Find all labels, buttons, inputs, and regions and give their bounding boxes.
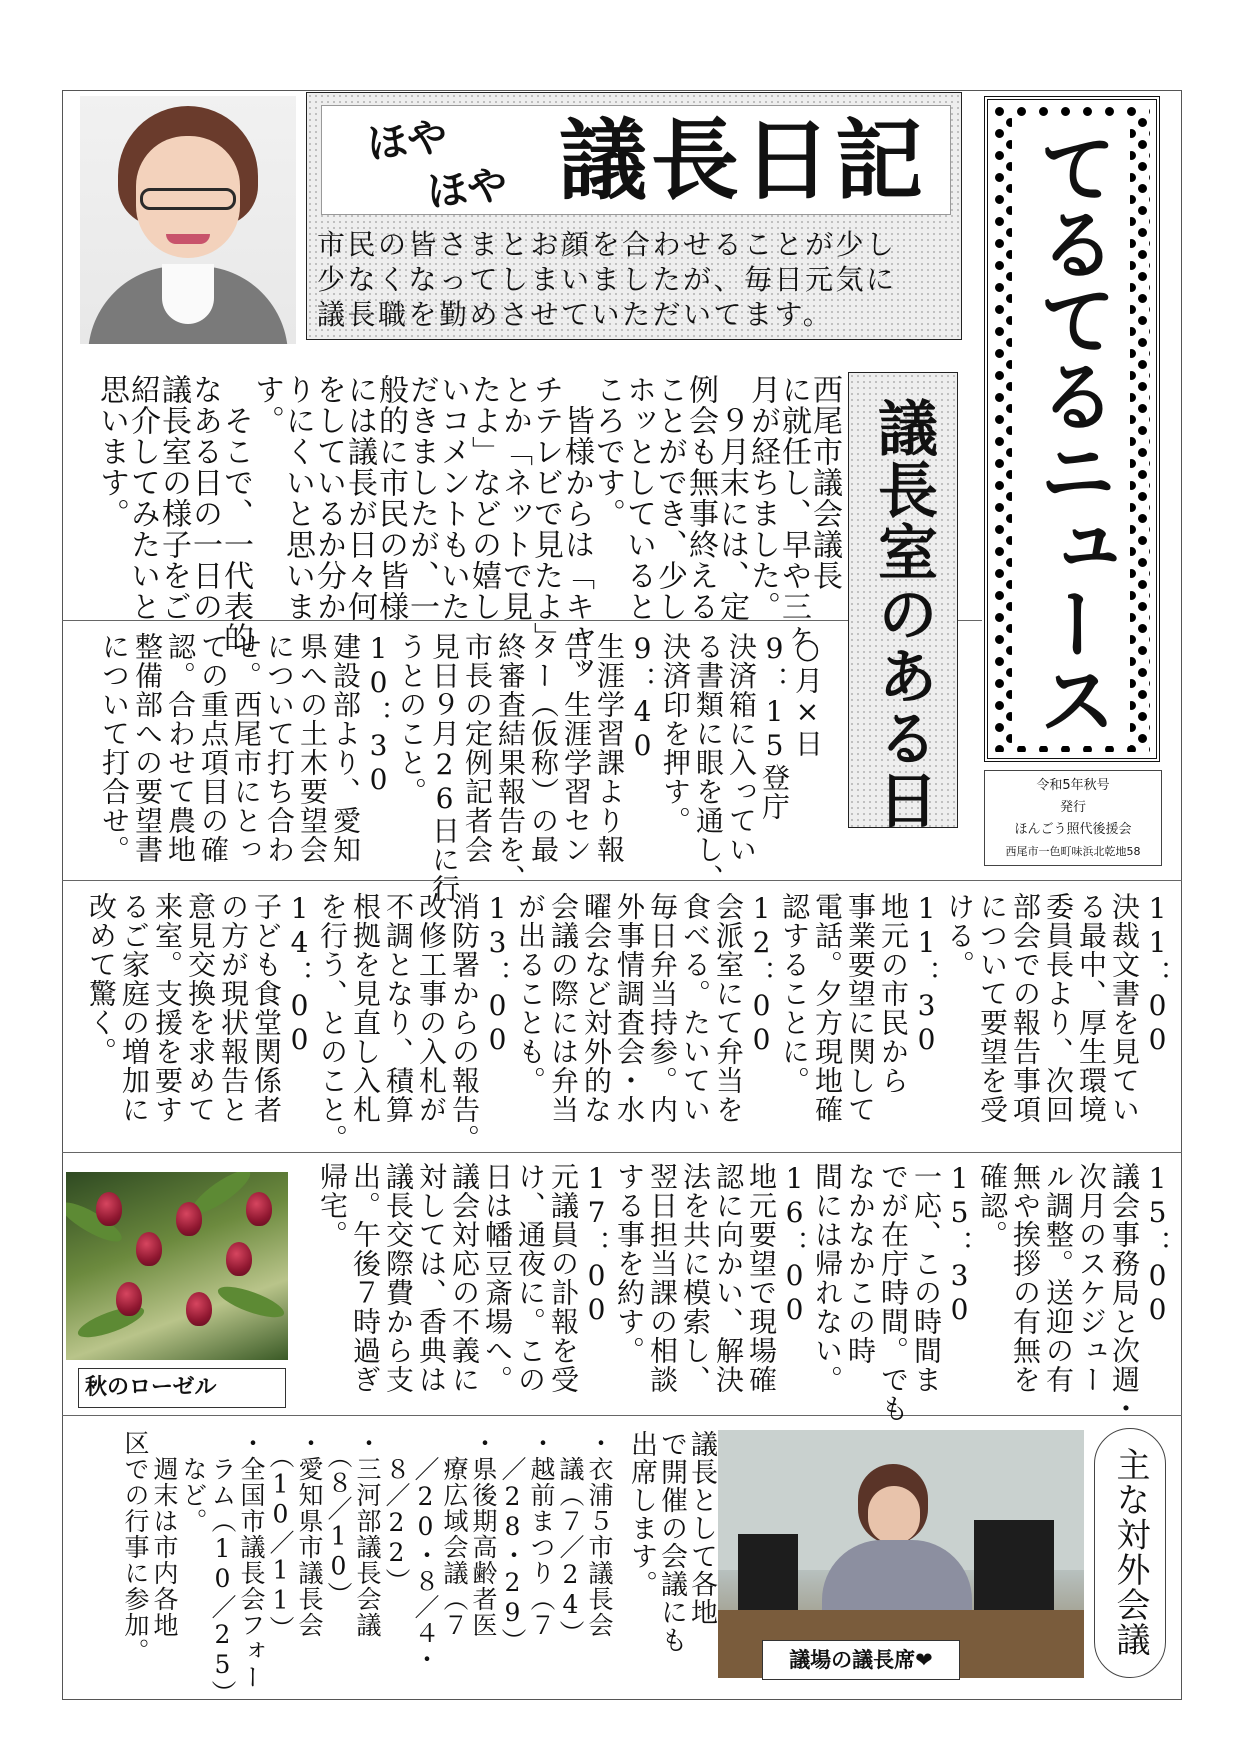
publisher-address: 西尾市一色町味浜北乾地58 bbox=[1005, 845, 1141, 858]
text-column: 事業要望に関して bbox=[844, 892, 877, 1124]
text-column: ター（仮称）の最 bbox=[527, 632, 560, 864]
text-column: 外事情調査会・水 bbox=[613, 892, 646, 1124]
text-column: そこで、一代表的 bbox=[218, 374, 253, 653]
text-column: ころです。 bbox=[590, 374, 625, 529]
text-column: ／20・８／４・ bbox=[411, 1430, 440, 1672]
text-column: 次月のスケジュー bbox=[1075, 1162, 1108, 1394]
text-column: とか「ネットで見 bbox=[497, 374, 532, 622]
roselle-bud bbox=[96, 1192, 122, 1226]
text-column: ○月×日 bbox=[791, 632, 824, 758]
text-column: 部会での報告事項 bbox=[1009, 892, 1042, 1124]
text-column: 例会も無事終える bbox=[683, 374, 718, 622]
text-column: チテレビで見たよ」 bbox=[528, 374, 563, 653]
text-column: 元議員の訃報を受 bbox=[547, 1162, 580, 1394]
text-column: 見日９月26日に行 bbox=[428, 632, 461, 903]
intro-article bbox=[84, 374, 842, 684]
text-column: 認。合わせて農地 bbox=[164, 632, 197, 864]
text-column: 地元の市民から bbox=[877, 892, 910, 1095]
text-column: について打合せ。 bbox=[98, 632, 131, 864]
issued-label: 発行 bbox=[1059, 800, 1086, 815]
title-main: 議長日記 bbox=[559, 109, 928, 212]
text-column: 改修工事の入札が bbox=[415, 892, 448, 1124]
masthead-intro: 市民の皆さまとお顔を合わせることが少し 少なくなってしまいましたが、毎日元気に 議長職を勤めさせていただいてます。 bbox=[317, 228, 897, 331]
text-column: 10：30 bbox=[362, 632, 395, 797]
roselle-bud bbox=[246, 1192, 272, 1226]
portrait-glasses bbox=[140, 188, 236, 210]
text-column: 議長室の様子をご bbox=[156, 374, 191, 622]
text-column: 市長の定例記者会 bbox=[461, 632, 494, 864]
text-column: りにくいと思いま bbox=[280, 374, 315, 622]
text-column: ラム（10／25） bbox=[208, 1430, 237, 1706]
text-column: について要望を受 bbox=[976, 892, 1009, 1124]
text-column: 改めて驚く。 bbox=[85, 892, 118, 1066]
text-column: 月が経ちました。 bbox=[745, 374, 780, 622]
text-column: 17：00 bbox=[580, 1162, 613, 1327]
chamber-monitor-right bbox=[974, 1520, 1054, 1616]
text-column: 帰宅。 bbox=[316, 1162, 349, 1249]
text-column: 来室。支援を要す bbox=[151, 892, 184, 1124]
roselle-photo bbox=[66, 1172, 288, 1360]
text-column: など。 bbox=[179, 1430, 208, 1534]
text-column: 出。午後７時過ぎ bbox=[349, 1162, 382, 1394]
text-column: だきましたが、一 bbox=[404, 374, 439, 622]
text-column: 意見交換を求めて bbox=[184, 892, 217, 1124]
text-column: ・全国市議長会フォー bbox=[237, 1430, 266, 1690]
masthead-box bbox=[306, 92, 962, 340]
text-column: うとのこと。 bbox=[395, 632, 428, 806]
meetings-list bbox=[84, 1430, 614, 1706]
text-column: 14：00 bbox=[283, 892, 316, 1057]
newsletter-name: てるてるニュース bbox=[1012, 118, 1130, 746]
text-column: 根拠を見直し入札 bbox=[349, 892, 382, 1124]
text-column: 区での行事に参加。 bbox=[121, 1430, 150, 1664]
meetings-title: 主な対外会議 bbox=[1110, 1447, 1150, 1657]
text-column: が出ることも。 bbox=[514, 892, 547, 1095]
text-column: でが在庁時間。でも bbox=[877, 1162, 910, 1423]
divider-row2 bbox=[62, 880, 1182, 881]
text-column: 整備部への要望書 bbox=[131, 632, 164, 864]
text-column: る書類に眼を通し、 bbox=[692, 632, 725, 893]
text-column: 対しては、香典は bbox=[415, 1162, 448, 1394]
meet2-text bbox=[121, 1430, 614, 1706]
text-column: 電話。夕方現地確 bbox=[811, 892, 844, 1124]
roselle-bud bbox=[136, 1232, 162, 1266]
text-column: なかなかこの時 bbox=[844, 1162, 877, 1365]
text-column: 皆様からは「キャッ bbox=[559, 374, 594, 684]
title-hoya-1: ほや bbox=[365, 113, 450, 169]
text-column: 療広域会議（７ bbox=[440, 1430, 469, 1638]
text-column: 出席します。 bbox=[626, 1430, 657, 1598]
text-column: ９月末には、定 bbox=[714, 374, 749, 622]
roselle-bud bbox=[176, 1202, 202, 1236]
portrait-photo bbox=[80, 96, 296, 344]
divider-row4 bbox=[62, 1415, 1182, 1416]
text-column: 12：00 bbox=[745, 892, 778, 1057]
chamber-caption: 議場の議長席❤ bbox=[762, 1640, 960, 1680]
text-column: 9：40 bbox=[626, 632, 659, 763]
text-column: について打ち合わ bbox=[263, 632, 296, 864]
text-column: 生涯学習課より報 bbox=[593, 632, 626, 864]
text-column: 決済箱に入ってい bbox=[725, 632, 758, 864]
text-column: 地元要望で現場確 bbox=[745, 1162, 778, 1394]
text-column: 認に向かい、解決 bbox=[712, 1162, 745, 1394]
leaf bbox=[215, 1281, 288, 1324]
text-column: で開催の会議にも bbox=[656, 1430, 687, 1654]
text-column: 9：15登庁 bbox=[758, 632, 791, 821]
text-column: 思います。 bbox=[94, 374, 129, 529]
text-column: 終審査結果報告を、 bbox=[494, 632, 527, 893]
text-column: 議会事務局と次週・ bbox=[1108, 1162, 1141, 1423]
row2-text bbox=[85, 892, 1174, 1153]
text-column: 確認。 bbox=[976, 1162, 1009, 1249]
text-column: る最中、厚生環境 bbox=[1075, 892, 1108, 1124]
text-column: ／28・29） bbox=[498, 1430, 527, 1654]
text-column: 不調となり、積算 bbox=[382, 892, 415, 1124]
text-column: 議長交際費から支 bbox=[382, 1162, 415, 1394]
diary-row-3 bbox=[300, 1162, 1174, 1423]
portrait-smile bbox=[166, 234, 210, 244]
text-column: 紹介してみたいと bbox=[125, 374, 160, 622]
text-column: （８／10） bbox=[324, 1430, 353, 1608]
text-column: たよ」などの嬉し bbox=[466, 374, 501, 622]
meetings-intro bbox=[624, 1430, 716, 1680]
text-column: 般的に市民の皆様 bbox=[373, 374, 408, 622]
text-column: ての重点項目の確 bbox=[197, 632, 230, 864]
text-column: 議会対応の不義に bbox=[448, 1162, 481, 1394]
meet1-text bbox=[626, 1430, 716, 1654]
text-column: の方が現状報告と bbox=[217, 892, 250, 1124]
text-column: け、通夜に。この bbox=[514, 1162, 547, 1394]
publisher: ほんごう照代後援会 bbox=[1014, 822, 1132, 837]
text-column: 建設部より、愛知 bbox=[329, 632, 362, 864]
text-column: ・衣浦５市議長会 bbox=[585, 1430, 614, 1638]
diary-row-2 bbox=[84, 892, 1174, 1153]
text-column: 議長として各地 bbox=[686, 1430, 717, 1626]
portrait-collar bbox=[162, 264, 214, 324]
text-column: ル調整。送迎の有 bbox=[1042, 1162, 1075, 1394]
section-title: 議長室のある日 bbox=[868, 397, 938, 831]
text-column: ８／22） bbox=[382, 1430, 411, 1594]
text-column: 毎日弁当持参。内 bbox=[646, 892, 679, 1124]
text-column: ・越前まつり（７ bbox=[527, 1430, 556, 1638]
row1-text bbox=[98, 632, 824, 903]
text-column: 告。生涯学習セン bbox=[560, 632, 593, 864]
text-column: 会議の際には弁当 bbox=[547, 892, 580, 1124]
text-column: ホッとしていると bbox=[621, 374, 656, 622]
text-column: ・三河部議長会議 bbox=[353, 1430, 382, 1638]
text-column: なある日の一日の bbox=[187, 374, 222, 622]
text-column: いコメントもいた bbox=[435, 374, 470, 622]
title-hoya-2: ほや bbox=[425, 161, 510, 217]
text-column: 15：30 bbox=[943, 1162, 976, 1327]
roselle-caption: 秋のローゼル bbox=[78, 1368, 286, 1408]
text-column: 認することに。 bbox=[778, 892, 811, 1095]
meetings-title-box bbox=[1094, 1428, 1166, 1678]
text-column: 13：00 bbox=[481, 892, 514, 1057]
text-column: 決済印を押す。 bbox=[659, 632, 692, 835]
text-column: ことができ、少し bbox=[652, 374, 687, 622]
intro-text bbox=[94, 374, 842, 684]
text-column: 曜会など対外的な bbox=[580, 892, 613, 1124]
text-column: 無や挨拶の有無を bbox=[1009, 1162, 1042, 1394]
text-column: 翌日担当課の相談 bbox=[646, 1162, 679, 1394]
row3-text bbox=[316, 1162, 1174, 1423]
text-column: す。 bbox=[249, 374, 284, 436]
text-column: せ。西尾市にとっ bbox=[230, 632, 263, 864]
text-column: 委員長より、次回 bbox=[1042, 892, 1075, 1124]
text-column: 11：30 bbox=[910, 892, 943, 1057]
text-column: 16：00 bbox=[778, 1162, 811, 1327]
text-column: ・愛知県市議長会 bbox=[295, 1430, 324, 1638]
roselle-bud bbox=[226, 1242, 252, 1276]
text-column: 一応、この時間ま bbox=[910, 1162, 943, 1394]
text-column: 15：00 bbox=[1141, 1162, 1174, 1327]
text-column: 11：00 bbox=[1141, 892, 1174, 1057]
text-column: 西尾市議会議長 bbox=[807, 374, 842, 591]
issue-label: 令和5年秋号 bbox=[1036, 778, 1110, 793]
diary-row-1 bbox=[84, 632, 824, 903]
text-column: には議長が日々何 bbox=[342, 374, 377, 622]
text-column: に就任し、早や三ヶ bbox=[776, 374, 811, 653]
section-title-box bbox=[848, 372, 958, 831]
text-column: （10／11） bbox=[266, 1430, 295, 1642]
roselle-bud bbox=[186, 1292, 212, 1326]
text-column: ける。 bbox=[943, 892, 976, 979]
text-column: 決裁文書を見てい bbox=[1108, 892, 1141, 1124]
text-column: 消防署からの報告。 bbox=[448, 892, 481, 1153]
divider-row3 bbox=[62, 1152, 1182, 1153]
issue-info-box bbox=[984, 770, 1162, 866]
text-column: 子ども食堂関係者 bbox=[250, 892, 283, 1124]
text-column: 法を共に模索し、 bbox=[679, 1162, 712, 1394]
roselle-bud bbox=[116, 1282, 142, 1316]
text-column: を行う、とのこと。 bbox=[316, 892, 349, 1153]
text-column: 食べる。たいてい bbox=[679, 892, 712, 1124]
text-column: をしているか分か bbox=[311, 374, 346, 622]
text-column: 議（７／24） bbox=[556, 1430, 585, 1646]
newsletter-name-box bbox=[984, 96, 1160, 762]
text-column: する事を約す。 bbox=[613, 1162, 646, 1365]
text-column: ・県後期高齢者医 bbox=[469, 1430, 498, 1638]
text-column: 間には帰れない。 bbox=[811, 1162, 844, 1394]
text-column: 日は幡豆斎場へ。 bbox=[481, 1162, 514, 1394]
chamber-speaker-face bbox=[868, 1486, 920, 1544]
text-column: 会派室にて弁当を bbox=[712, 892, 745, 1124]
text-column: 県への土木要望会 bbox=[296, 632, 329, 864]
text-column: るご家庭の増加に bbox=[118, 892, 151, 1124]
chamber-monitor-left bbox=[738, 1534, 798, 1614]
text-column: 週末は市内各地 bbox=[150, 1430, 179, 1638]
